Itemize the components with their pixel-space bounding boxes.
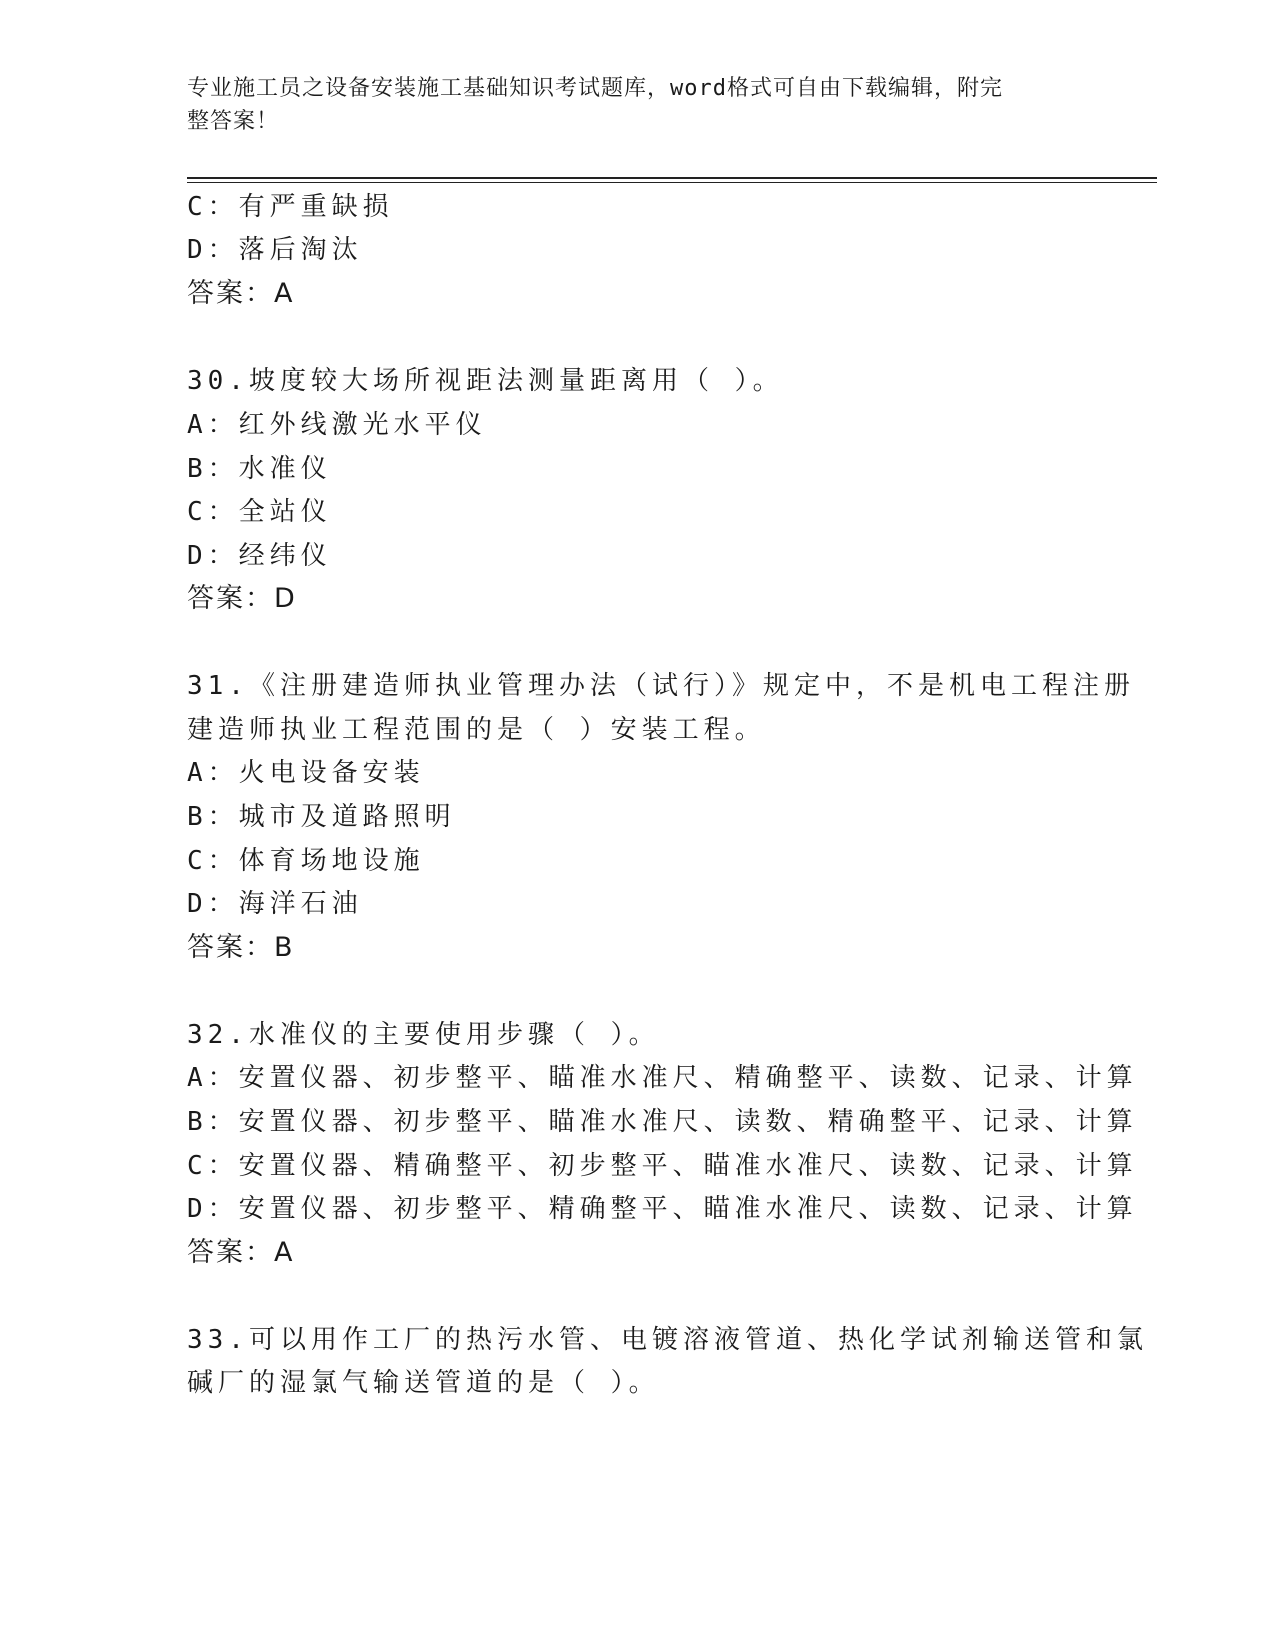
option-a: A：火电设备安装 [187,758,425,788]
option-c: C：安置仪器、精确整平、初步整平、瞄准水准尺、读数、记录、计算 [187,1151,1138,1181]
question-stem: 32.水准仪的主要使用步骤（ ）。 [187,1020,660,1050]
header-line-2: 整答案！ [187,109,280,134]
option-b: B：城市及道路照明 [187,802,456,832]
option-b: B：水准仪 [187,454,332,484]
header-divider-thin [187,182,1157,183]
option-d: D：落后淘汰 [187,235,363,265]
option-c: C：全站仪 [187,497,332,527]
option-b: B：安置仪器、初步整平、瞄准水准尺、读数、精确整平、记录、计算 [187,1107,1138,1137]
answer-line: 答案：A [187,278,295,309]
question-stem: 30.坡度较大场所视距法测量距离用（ ）。 [187,366,784,396]
answer-line: 答案：D [187,583,297,614]
question-stem: 31.《注册建造师执业管理办法（试行）》规定中，不是机电工程注册 [187,671,1135,701]
option-d: D：海洋石油 [187,889,363,919]
question-stem-continued: 建造师执业工程范围的是（ ）安装工程。 [187,715,766,745]
option-d: D：经纬仪 [187,541,332,571]
document-header [187,72,1067,138]
option-d: D：安置仪器、初步整平、精确整平、瞄准水准尺、读数、记录、计算 [187,1194,1138,1224]
answer-line: 答案：B [187,932,295,963]
header-line-1: 专业施工员之设备安装施工基础知识考试题库，word格式可自由下载编辑，附完 [187,76,1003,101]
option-c: C：有严重缺损 [187,192,394,222]
question-stem-continued: 碱厂的湿氯气输送管道的是（ ）。 [187,1368,660,1398]
question-stem: 33.可以用作工厂的热污水管、电镀溶液管道、热化学试剂输送管和氯 [187,1325,1148,1355]
option-a: A：红外线激光水平仪 [187,410,487,440]
answer-line: 答案：A [187,1237,295,1268]
header-divider-thick [187,177,1157,179]
option-c: C：体育场地设施 [187,846,425,876]
option-a: A：安置仪器、初步整平、瞄准水准尺、精确整平、读数、记录、计算 [187,1063,1138,1093]
